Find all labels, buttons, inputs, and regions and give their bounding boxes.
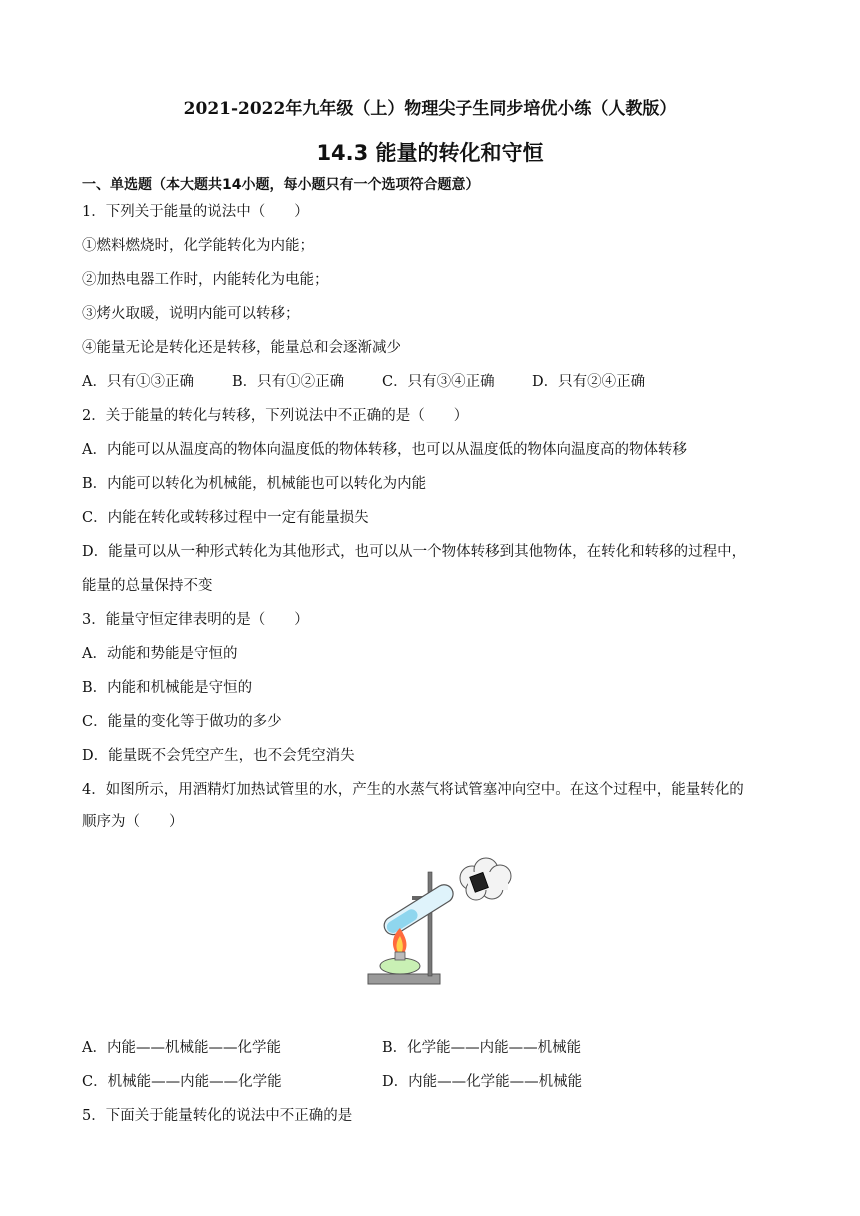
lesson-title: 14.3 能量的转化和守恒	[316, 141, 544, 165]
stand-rod	[428, 872, 432, 976]
question-1-option-d: D．只有②④正确	[532, 374, 646, 390]
question-4-option-c: C．机械能——内能——化学能	[82, 1074, 282, 1090]
question-4-option-d: D．内能——化学能——机械能	[382, 1074, 583, 1090]
question-2-option-d: D．能量可以从一种形式转化为其他形式，也可以从一个物体转移到其他物体，在转化和转移的过程中，	[82, 544, 747, 560]
question-3-option-d: D．能量既不会凭空产生，也不会凭空消失	[82, 748, 355, 764]
question-1-option-c: C．只有③④正确	[382, 374, 495, 390]
alcohol-lamp	[380, 958, 420, 974]
question-5-stem: 5．下面关于能量转化的说法中不正确的是	[82, 1108, 353, 1124]
question-2-stem: 2．关于能量的转化与转移，下列说法中不正确的是（ ）	[82, 408, 469, 424]
question-3-stem: 3．能量守恒定律表明的是（ ）	[82, 612, 309, 628]
question-4-stem: 4．如图所示，用酒精灯加热试管里的水，产生的水蒸气将试管塞冲向空中。在这个过程中，能量转化的	[82, 782, 744, 798]
question-3-option-b: B．内能和机械能是守恒的	[82, 680, 253, 696]
question-1-statement-2: ②加热电器工作时，内能转化为电能；	[82, 272, 329, 288]
test-tube-heating-figure	[360, 852, 520, 997]
question-1-stem: 1．下列关于能量的说法中（ ）	[82, 204, 309, 220]
question-1-statement-4: ④能量无论是转化还是转移，能量总和会逐渐减少	[82, 340, 401, 356]
test-tube	[381, 881, 457, 938]
document-title: 2021-2022年九年级（上）物理尖子生同步培优小练（人教版）	[183, 99, 677, 119]
question-1-statement-1: ①燃料燃烧时，化学能转化为内能；	[82, 238, 314, 254]
experiment-illustration	[360, 852, 520, 997]
question-1-statement-3: ③烤火取暖，说明内能可以转移；	[82, 306, 300, 322]
question-1-option-b: B．只有①②正确	[232, 374, 345, 390]
question-4-stem-continued: 顺序为（ ）	[82, 814, 184, 830]
section-heading: 一、单选题（本大题共14小题，每小题只有一个选项符合题意）	[82, 177, 480, 193]
question-3-option-c: C．能量的变化等于做功的多少	[82, 714, 282, 730]
question-4-option-a: A．内能——机械能——化学能	[82, 1040, 281, 1056]
question-2-option-a: A．内能可以从温度高的物体向温度低的物体转移，也可以从温度低的物体向温度高的物体转移	[82, 442, 687, 458]
question-3-option-a: A．动能和势能是守恒的	[82, 646, 238, 662]
question-2-option-d-continued: 能量的总量保持不变	[82, 578, 213, 594]
question-2-option-b: B．内能可以转化为机械能，机械能也可以转化为内能	[82, 476, 427, 492]
question-2-option-c: C．内能在转化或转移过程中一定有能量损失	[82, 510, 369, 526]
question-1-option-a: A．只有①③正确	[82, 374, 194, 390]
question-4-option-b: B．化学能——内能——机械能	[382, 1040, 582, 1056]
lamp-wick-holder	[395, 952, 405, 960]
